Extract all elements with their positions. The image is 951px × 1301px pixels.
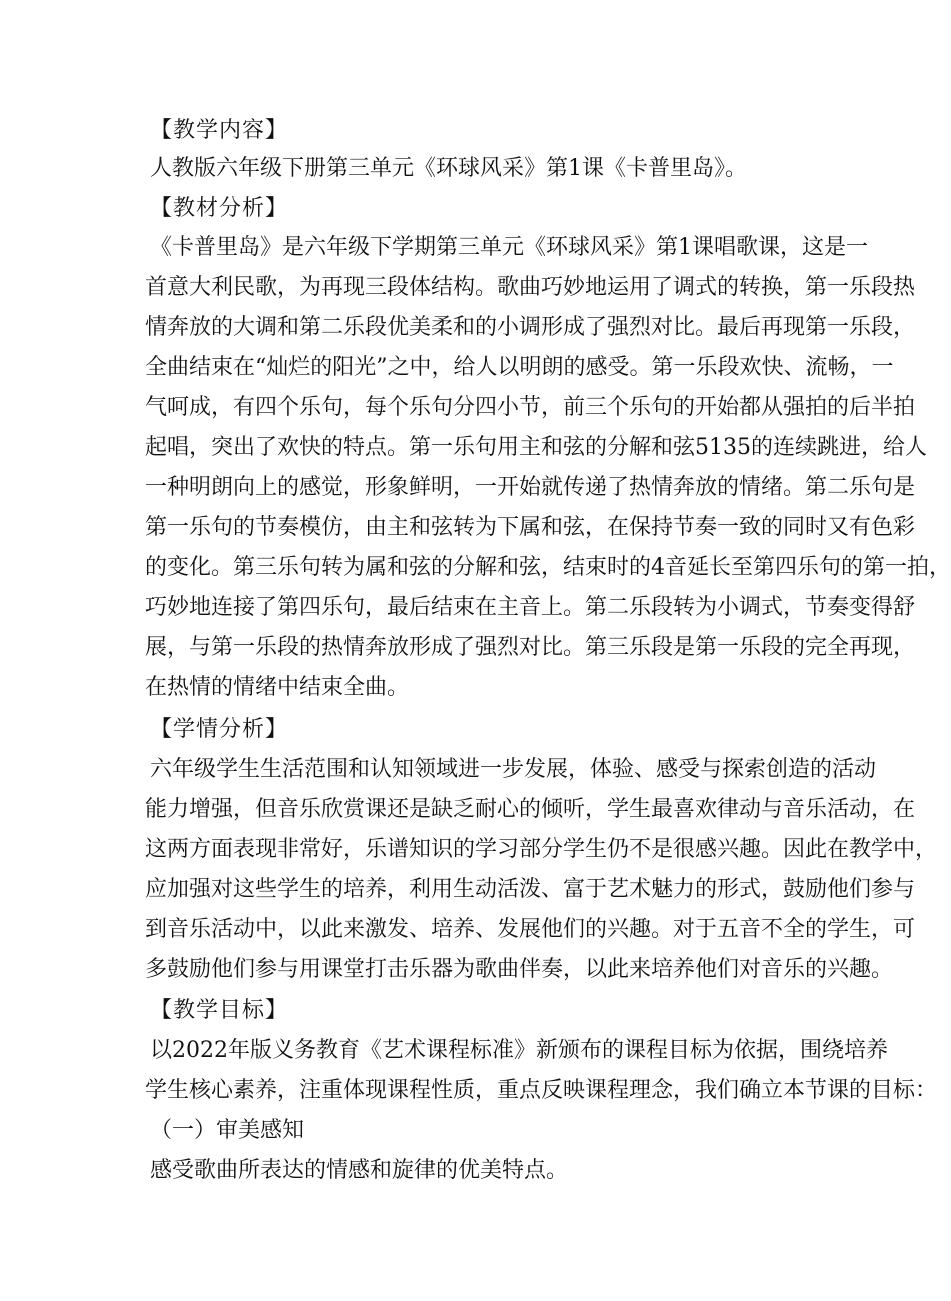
- material-line-4: 全曲结束在“灿烂的阳光”之中，给人以明朗的感受。第一乐段欢快、流畅，一: [145, 355, 894, 380]
- material-line-2: 首意大利民歌，为再现三段体结构。歌曲巧妙地运用了调式的转换，第一乐段热: [145, 275, 916, 300]
- material-line-9: 的变化。第三乐句转为属和弦的分解和弦，结束时的4音延长至第四乐句的第一拍，: [145, 555, 951, 580]
- material-line-1: 《卡普里岛》是六年级下学期第三单元《环球风采》第1课唱歌课，这是一: [150, 235, 868, 260]
- material-line-10: 巧妙地连接了第四乐句，最后结束在主音上。第二乐段转为小调式，节奏变得舒: [145, 595, 916, 620]
- heading-teaching-content: 【教学内容】: [150, 118, 289, 143]
- goals-line-1: 以2022年版义务教育《艺术课程标准》新颁布的课程目标为依据，围绕培养: [150, 1038, 888, 1063]
- material-line-8: 第一乐句的节奏模仿，由主和弦转为下属和弦，在保持节奏一致的同时又有色彩: [145, 515, 916, 540]
- goals-line-2: 学生核心素养，注重体现课程性质，重点反映课程理念，我们确立本节课的目标：: [145, 1078, 938, 1103]
- heading-student-analysis: 【学情分析】: [150, 717, 289, 742]
- material-line-3: 情奔放的大调和第二乐段优美柔和的小调形成了强烈对比。最后再现第一乐段，: [145, 315, 916, 340]
- students-line-6: 多鼓励他们参与用课堂打击乐器为歌曲伴奏，以此来培养他们对音乐的兴趣。: [145, 957, 894, 982]
- material-line-7: 一种明朗向上的感觉，形象鲜明，一开始就传递了热情奔放的情绪。第二乐句是: [145, 475, 916, 500]
- material-line-6: 起唱，突出了欢快的特点。第一乐句用主和弦的分解和弦5135的连续跳进，给人: [145, 435, 927, 460]
- students-line-2: 能力增强，但音乐欣赏课还是缺乏耐心的倾听，学生最喜欢律动与音乐活动，在: [145, 797, 916, 822]
- students-line-3: 这两方面表现非常好，乐谱知识的学习部分学生仍不是很感兴趣。因此在教学中，: [145, 837, 938, 862]
- goals-subheading-aesthetic: （一）审美感知: [150, 1118, 305, 1143]
- goals-line-4: 感受歌曲所表达的情感和旋律的优美特点。: [150, 1158, 569, 1183]
- material-line-12: 在热情的情绪中结束全曲。: [145, 675, 410, 700]
- heading-material-analysis: 【教材分析】: [150, 196, 289, 221]
- heading-teaching-goals: 【教学目标】: [150, 998, 289, 1023]
- students-line-4: 应加强对这些学生的培养，利用生动活泼、富于艺术魅力的形式，鼓励他们参与: [145, 877, 916, 902]
- material-line-11: 展，与第一乐段的热情奔放形成了强烈对比。第三乐段是第一乐段的完全再现，: [145, 635, 916, 660]
- material-line-5: 气呵成，有四个乐句，每个乐句分四小节，前三个乐句的开始都从强拍的后半拍: [145, 395, 916, 420]
- content-line-1: 人教版六年级下册第三单元《环球风采》第1课《卡普里岛》。: [150, 156, 747, 181]
- students-line-5: 到音乐活动中，以此来激发、培养、发展他们的兴趣。对于五音不全的学生，可: [145, 917, 916, 942]
- students-line-1: 六年级学生生活范围和认知领域进一步发展，体验、感受与探索创造的活动: [150, 757, 877, 782]
